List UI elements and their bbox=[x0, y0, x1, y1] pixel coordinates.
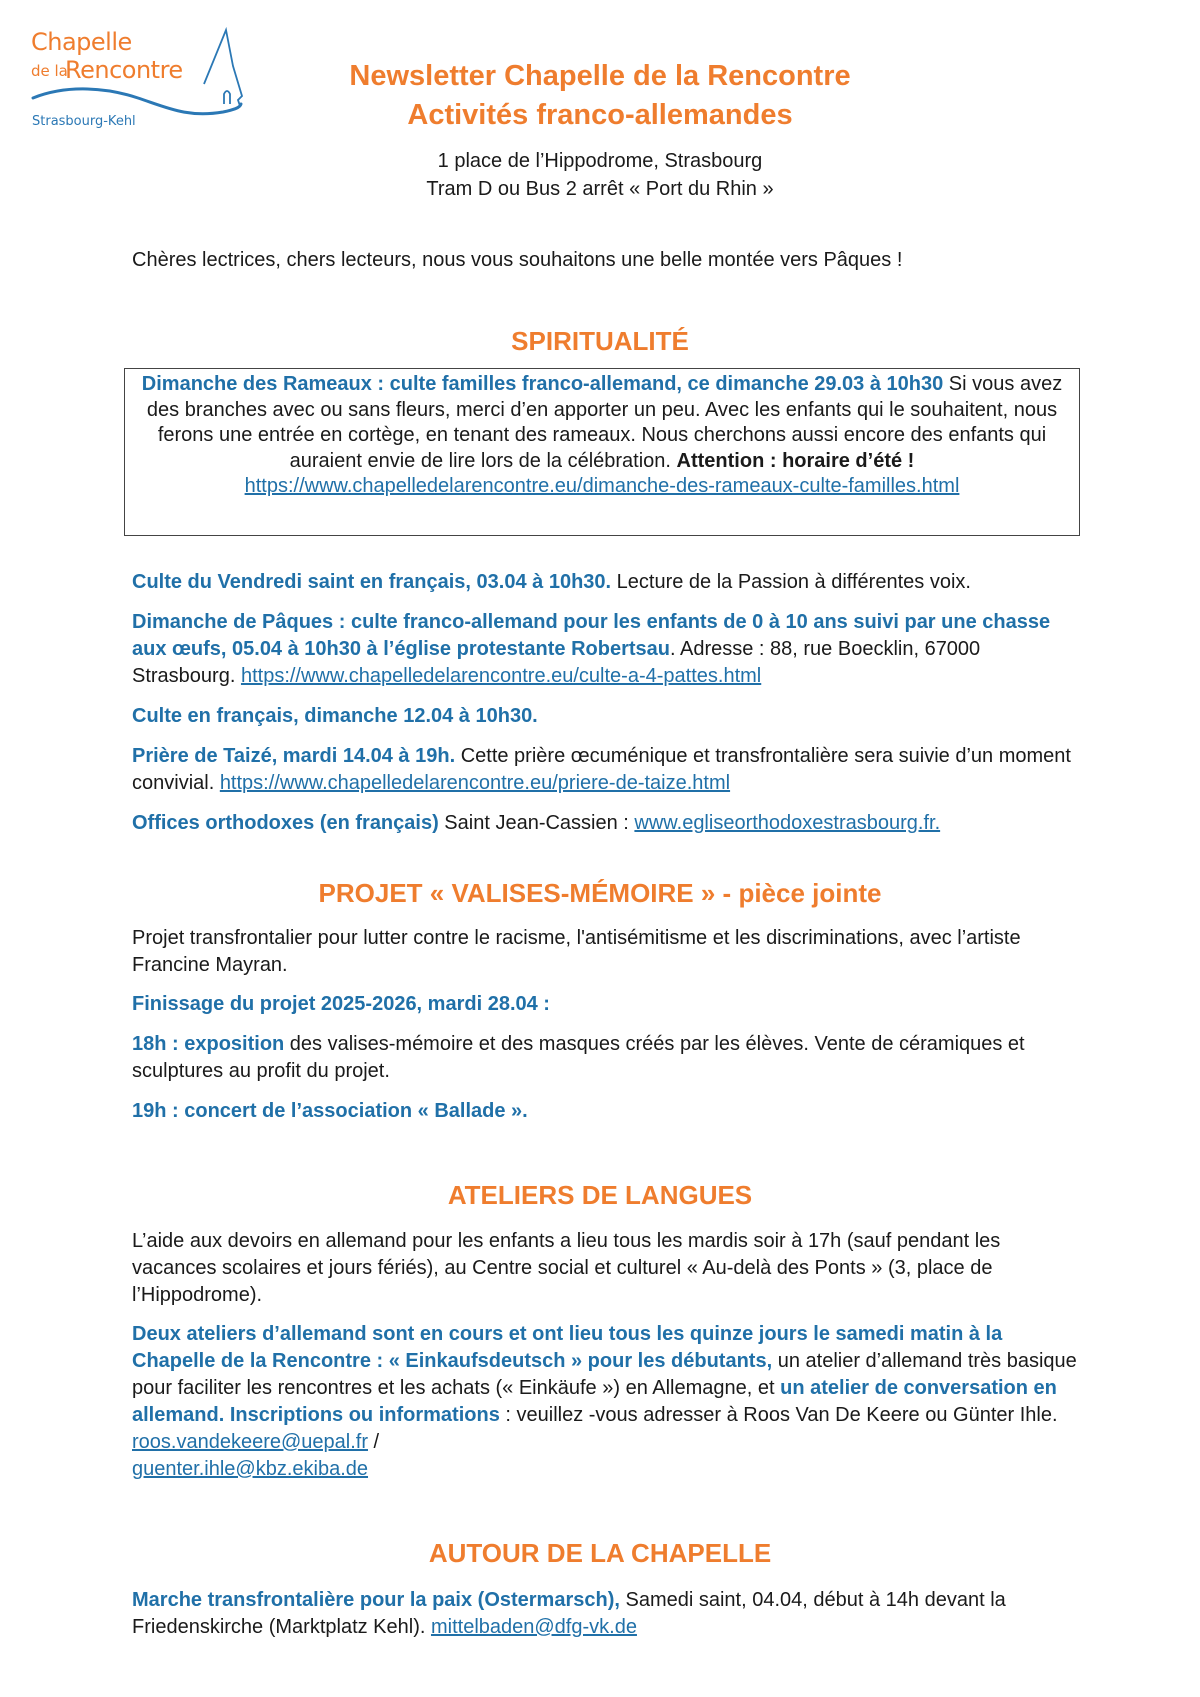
valises-intro: Projet transfrontalier pour lutter contre le racisme, l'antisémitisme et les discriminations, avec l’artiste Francine Mayran. bbox=[132, 927, 1021, 976]
rameaux-title: Dimanche des Rameaux : culte familles franco-allemand, ce dimanche 29.03 à 10h30 bbox=[141, 373, 944, 395]
item-title: Dimanche de Pâques : culte franco-allemand pour les enfants de 0 à 10 ans suivi par une chasse aux œufs, 05.04 à 10h30 à l’église protestante Robertsau bbox=[132, 611, 1051, 660]
finissage-title: Finissage du projet 2025-2026, mardi 28.04 : bbox=[132, 993, 550, 1015]
section-heading-langues: ATELIERS DE LANGUES bbox=[447, 1180, 753, 1210]
concert-title: 19h : concert de l’association « Ballade ». bbox=[132, 1100, 528, 1122]
item-text: . Adresse : 88, rue Boecklin, 67000 Strasbourg. bbox=[132, 638, 981, 687]
langues-aide-devoirs: L’aide aux devoirs en allemand pour les enfants a lieu tous les mardis soir à 17h (sauf pendant les vacances scolaires et jours fériés), au Centre social et culturel « Au-delà des Ponts » (3, place de l’Hippodrome). bbox=[132, 1230, 1001, 1306]
greeting: Chères lectrices, chers lecteurs, nous vous souhaitons une belle montée vers Pâques ! bbox=[132, 249, 903, 271]
taize-link[interactable]: https://www.chapelledelarencontre.eu/priere-de-taize.html bbox=[219, 772, 731, 794]
logo-text-chapelle: Chapelle bbox=[31, 28, 132, 56]
newsletter-subtitle: Activités franco-allemandes bbox=[407, 99, 793, 131]
email-guenter-link[interactable]: guenter.ihle@kbz.ekiba.de bbox=[132, 1458, 369, 1480]
orthodoxes-link[interactable]: www.egliseorthodoxestrasbourg.fr. bbox=[634, 812, 941, 834]
paques-link[interactable]: https://www.chapelledelarencontre.eu/culte-a-4-pattes.html bbox=[240, 665, 762, 687]
langues-ateliers bbox=[132, 1321, 1082, 1483]
ostermarsch-text: Samedi saint, 04.04, début à 14h devant la Friedenskirche (Marktplatz Kehl). bbox=[132, 1589, 1006, 1638]
section-heading-autour: AUTOUR DE LA CHAPELLE bbox=[428, 1538, 772, 1568]
list-item-culte-12-04 bbox=[132, 703, 1082, 730]
ostermarsch-item bbox=[132, 1587, 1082, 1641]
item-title: Offices orthodoxes (en français) bbox=[132, 812, 439, 834]
item-text: Cette prière œcuménique et transfrontalière sera suivie d’un moment convivial. bbox=[132, 745, 1071, 794]
conversation-title: un atelier de conversation en allemand. Inscriptions ou informations bbox=[132, 1377, 1057, 1426]
contact-text: : veuillez -vous adresser à Roos Van De Keere ou Günter Ihle. bbox=[499, 1404, 1058, 1426]
list-item-vendredi-saint bbox=[132, 569, 1082, 596]
rameaux-box bbox=[124, 368, 1080, 536]
item-title: Culte en français, dimanche 12.04 à 10h30. bbox=[132, 705, 538, 727]
list-item-paques bbox=[132, 609, 1082, 690]
ateliers-title: Deux ateliers d’allemand sont en cours et ont lieu tous les quinze jours le samedi matin à la Chapelle de la Rencontre : « Einkaufsdeutsch » pour les débutants, bbox=[132, 1323, 1003, 1372]
ostermarsch-email-link[interactable]: mittelbaden@dfg-vk.de bbox=[430, 1616, 637, 1638]
list-item-orthodoxes bbox=[132, 810, 1082, 837]
list-item-taize bbox=[132, 743, 1082, 797]
logo-text-dela: de la bbox=[31, 62, 68, 80]
valises-exposition bbox=[132, 1031, 1082, 1085]
valises-concert bbox=[132, 1098, 1082, 1125]
separator: / bbox=[368, 1431, 380, 1453]
valises-finissage bbox=[132, 991, 1082, 1018]
rameaux-body: Si vous avez des branches avec ou sans fleurs, merci d’en apporter un peu. Avec les enfants qui le souhaitent, nous ferons une entrée en cortège, en tenant des rameaux. Nous cherchons aussi encore des enfants qui auraient envie de lire lors de la célébration. bbox=[146, 373, 1063, 472]
item-text: Saint Jean-Cassien : bbox=[438, 812, 635, 834]
item-title: Culte du Vendredi saint en français, 03.04 à 10h30. bbox=[132, 571, 612, 593]
logo-text-city: Strasbourg-Kehl bbox=[32, 114, 136, 129]
item-title: Prière de Taizé, mardi 14.04 à 19h. bbox=[132, 745, 456, 767]
ateliers-text: un atelier d’allemand très basique pour faciliter les rencontres et les achats (« Einkäufe ») en Allemagne, et bbox=[132, 1350, 1077, 1399]
email-roos-link[interactable]: roos.vandekeere@uepal.fr bbox=[132, 1431, 368, 1453]
newsletter-title: Newsletter Chapelle de la Rencontre bbox=[349, 60, 851, 92]
transport-line: Tram D ou Bus 2 arrêt « Port du Rhin » bbox=[426, 178, 774, 200]
address-line: 1 place de l’Hippodrome, Strasbourg bbox=[437, 150, 763, 172]
item-text: Lecture de la Passion à différentes voix. bbox=[611, 571, 971, 593]
expo-title: 18h : exposition bbox=[132, 1033, 285, 1055]
section-heading-spiritualite: SPIRITUALITÉ bbox=[511, 326, 689, 356]
logo-text-rencontre: Rencontre bbox=[65, 56, 183, 84]
expo-text: des valises-mémoire et des masques créés par les élèves. Vente de céramiques et sculptures au profit du projet. bbox=[132, 1033, 1025, 1082]
ostermarsch-title: Marche transfrontalière pour la paix (Ostermarsch), bbox=[132, 1589, 620, 1611]
rameaux-attention: Attention : horaire d’été ! bbox=[676, 449, 915, 472]
section-heading-valises: PROJET « VALISES-MÉMOIRE » - pièce jointe bbox=[318, 878, 882, 908]
rameaux-link[interactable]: https://www.chapelledelarencontre.eu/dimanche-des-rameaux-culte-familles.html bbox=[244, 475, 960, 497]
rameaux-text bbox=[133, 372, 1071, 500]
